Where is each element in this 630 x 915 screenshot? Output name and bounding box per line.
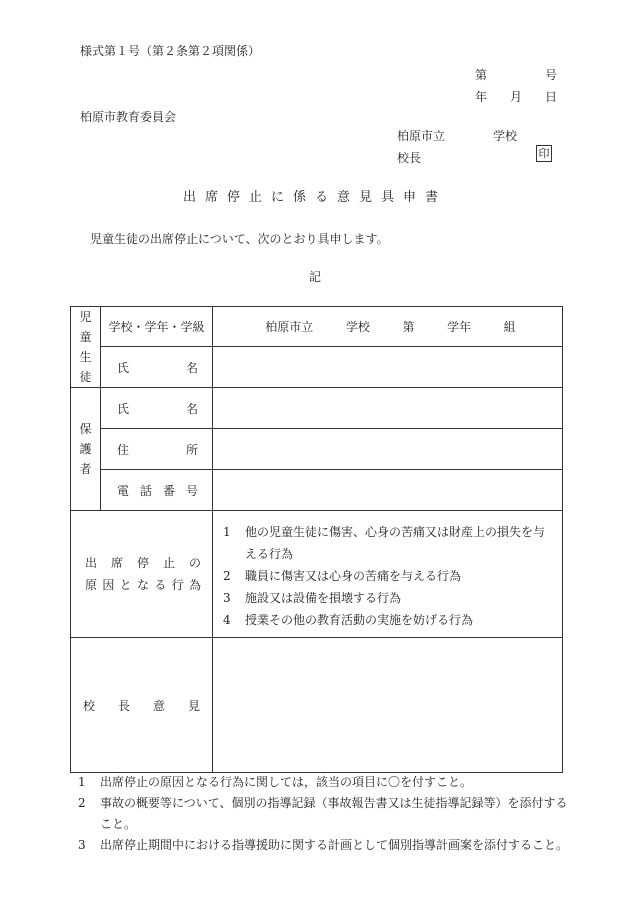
class-city: 柏原市立 [265, 320, 314, 334]
label-char: な [136, 578, 149, 592]
student-char: 児 [79, 310, 92, 324]
note-text: 事故の概要等について、個別の指導記録（事故報告書又は生徒指導記録等）を添付すること。 [100, 796, 568, 831]
date-year: 年 [475, 90, 488, 104]
seal-stamp: 印 [536, 145, 552, 162]
label-char: 原 [85, 578, 98, 592]
principal-opinion-label [71, 638, 213, 773]
label-char: 長 [117, 698, 130, 713]
label-char: る [154, 578, 167, 592]
label-char: 停 [136, 556, 149, 570]
label-char: と [119, 578, 132, 592]
label-char: 氏 [117, 360, 130, 375]
phone-field[interactable] [213, 470, 563, 511]
reason-label [71, 511, 213, 638]
table-row [71, 429, 563, 470]
guardian-name-field[interactable] [213, 388, 563, 429]
label-char: 因 [102, 578, 115, 592]
note-item [78, 772, 568, 793]
ki-heading: 記 [308, 270, 321, 284]
label-char: 行 [171, 578, 184, 592]
addressee: 柏原市教育委員会 [80, 110, 177, 124]
reason-options [213, 511, 563, 638]
document-number [475, 66, 557, 83]
reason-label-line2 [85, 574, 201, 596]
reason-number: 1 [223, 525, 231, 539]
table-row [71, 470, 563, 511]
table-row [71, 388, 563, 429]
document-date [475, 88, 557, 105]
reason-option[interactable] [223, 565, 556, 587]
student-name-field[interactable] [213, 347, 563, 388]
principal-label: 校長 [397, 151, 422, 165]
label-char: 為 [188, 578, 201, 592]
label-char: 号 [185, 483, 198, 498]
school-grade-class-label: 学校・学年・学級 [101, 307, 213, 347]
date-month: 月 [509, 90, 522, 104]
guardian-name-label [101, 388, 213, 429]
reason-text: 職員に傷害又は心身の苦痛を与える行為 [245, 569, 462, 583]
reason-text: 授業その他の教育活動の実施を妨げる行為 [245, 613, 474, 627]
label-char: 電 [117, 483, 130, 498]
reason-option[interactable] [223, 609, 556, 631]
class-grade-prefix: 第 [402, 320, 415, 334]
date-day: 日 [544, 90, 557, 104]
note-number: 3 [78, 838, 86, 852]
reason-number: 4 [223, 613, 231, 627]
doc-no-suffix: 号 [544, 68, 557, 82]
label-char: の [188, 556, 201, 570]
class-school: 学校 [345, 320, 370, 334]
reason-option[interactable] [223, 521, 556, 565]
label-char: 所 [185, 442, 198, 457]
class-group: 組 [503, 320, 516, 334]
class-grade: 学年 [447, 320, 472, 334]
label-char: 校 [83, 698, 96, 713]
reason-number: 3 [223, 591, 231, 605]
label-char: 番 [162, 483, 175, 498]
note-item [78, 793, 568, 835]
reason-label-line1 [85, 552, 201, 574]
label-char: 出 [85, 556, 98, 570]
reason-option[interactable] [223, 587, 556, 609]
address-label [101, 429, 213, 470]
intro-text: 児童生徒の出席停止について、次のとおり具申します。 [90, 232, 389, 246]
reason-text: 他の児童生徒に傷害、心身の苦痛又は財産上の損失を与える行為 [245, 525, 546, 561]
sender-school-suffix: 学校 [493, 129, 518, 143]
principal-opinion-field[interactable] [213, 638, 563, 773]
table-row [71, 511, 563, 638]
form-number: 様式第１号（第２条第２項関係） [80, 44, 261, 58]
document-title: 出席停止に係る意見具申書 [182, 190, 447, 205]
table-row [71, 347, 563, 388]
application-table [70, 306, 563, 773]
phone-label [101, 470, 213, 511]
label-char: 氏 [117, 401, 130, 416]
doc-no-prefix: 第 [475, 68, 488, 82]
label-char: 住 [117, 442, 130, 457]
label-char: 名 [185, 360, 198, 375]
student-char: 徒 [79, 370, 92, 384]
student-name-label [101, 347, 213, 388]
note-text: 出席停止の原因となる行為に関しては，該当の項目に〇を付すこと。 [100, 775, 473, 789]
label-char: 話 [139, 483, 152, 498]
label-char: 名 [185, 401, 198, 416]
student-group-label [71, 307, 101, 388]
label-char: 意 [152, 698, 165, 713]
student-char: 生 [79, 350, 92, 364]
sender-city: 柏原市立 [397, 129, 446, 143]
reason-text: 施設又は設備を損壊する行為 [245, 591, 402, 605]
guardian-group-label [71, 388, 101, 511]
note-number: 2 [78, 796, 86, 810]
table-row [71, 638, 563, 773]
note-number: 1 [78, 775, 86, 789]
label-char: 席 [110, 556, 123, 570]
label-char: 止 [162, 556, 175, 570]
student-char: 童 [79, 330, 92, 344]
guardian-char: 護 [79, 442, 92, 456]
label-char: 見 [187, 698, 200, 713]
address-field[interactable] [213, 429, 563, 470]
notes [78, 772, 568, 856]
note-text: 出席停止期間中における指導援助に関する計画として個別指導計画案を添付すること。 [100, 838, 569, 852]
reason-number: 2 [223, 569, 231, 583]
table-row [71, 307, 563, 347]
sender-school [397, 127, 517, 144]
school-grade-class-field[interactable] [213, 307, 563, 347]
guardian-char: 者 [79, 462, 92, 476]
note-item [78, 835, 568, 856]
guardian-char: 保 [79, 422, 92, 436]
